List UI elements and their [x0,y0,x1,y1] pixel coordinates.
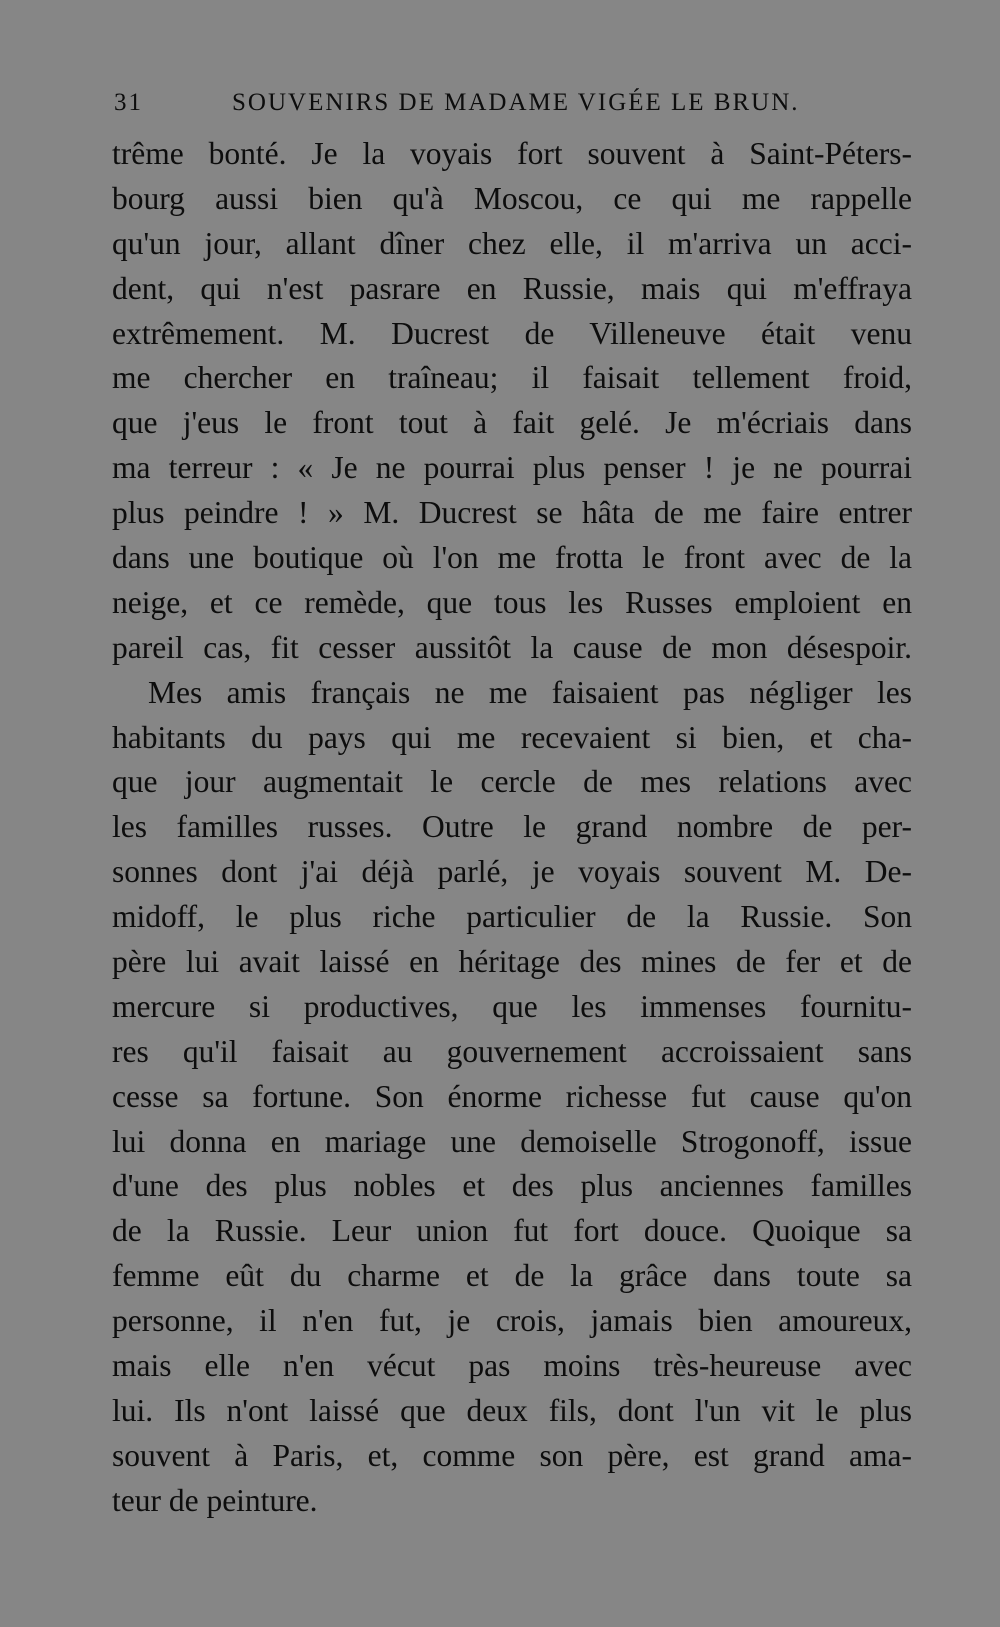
text-line: pareil cas, fit cesser aussitôt la cause de mon désespoir. [112,629,912,665]
text-line: père lui avait laissé en héritage des mines de fer et de [112,944,912,980]
text-line: sonnes dont j'ai déjà parlé, je voyais souvent M. De- [112,854,912,890]
text-line: bourg aussi bien qu'à Moscou, ce qui me rappelle [112,180,912,216]
running-head [114,86,900,120]
running-title: SOUVENIRS DE MADAME VIGÉE LE BRUN. [232,89,800,116]
text-line: mais elle n'en vécut pas moins très-heureuse avec [112,1348,912,1384]
text-line: plus peindre ! » M. Ducrest se hâta de me faire entrer [112,495,912,531]
text-line: res qu'il faisait au gouvernement accroissaient sans [112,1033,912,1069]
text-line: extrêmement. M. Ducrest de Villeneuve était venu [112,315,912,351]
body-text [112,132,912,1524]
text-line: trême bonté. Je la voyais fort souvent à Saint-Péters- [112,136,912,171]
text-line: neige, et ce remède, que tous les Russes emploient en [112,584,912,620]
text-line: souvent à Paris, et, comme son père, est grand ama- [112,1437,912,1473]
text-line: qu'un jour, allant dîner chez elle, il m'arriva un acci- [112,225,912,261]
text-line: Mes amis français ne me faisaient pas négliger les [148,674,912,710]
text-line: lui. Ils n'ont laissé que deux fils, dont l'un vit le plus [112,1392,912,1428]
text-line: me chercher en traîneau; il faisait tellement froid, [112,360,912,396]
text-line: d'une des plus nobles et des plus anciennes familles [112,1168,912,1204]
text-line: ma terreur : « Je ne pourrai plus penser ! je ne pourrai [112,450,912,486]
text-line: que j'eus le front tout à fait gelé. Je m'écriais dans [112,405,912,441]
text-line: mercure si productives, que les immenses fournitu- [112,988,912,1024]
text-line: que jour augmentait le cercle de mes relations avec [112,764,912,800]
text-line: teur de peinture. [112,1482,318,1518]
text-line: midoff, le plus riche particulier de la Russie. Son [112,899,912,935]
text-line: personne, il n'en fut, je crois, jamais bien amoureux, [112,1303,912,1339]
text-line: dans une boutique où l'on me frotta le front avec de la [112,540,912,576]
page-number: 31 [114,89,143,116]
text-line: cesse sa fortune. Son énorme richesse fut cause qu'on [112,1078,912,1114]
text-line: lui donna en mariage une demoiselle Strogonoff, issue [112,1123,912,1159]
text-line: dent, qui n'est pasrare en Russie, mais qui m'effraya [112,270,912,306]
text-line: habitants du pays qui me recevaient si bien, et cha- [112,719,912,755]
text-line: femme eût du charme et de la grâce dans toute sa [112,1258,912,1294]
text-line: les familles russes. Outre le grand nombre de per- [112,809,912,845]
text-line: de la Russie. Leur union fut fort douce. Quoique sa [112,1213,912,1249]
